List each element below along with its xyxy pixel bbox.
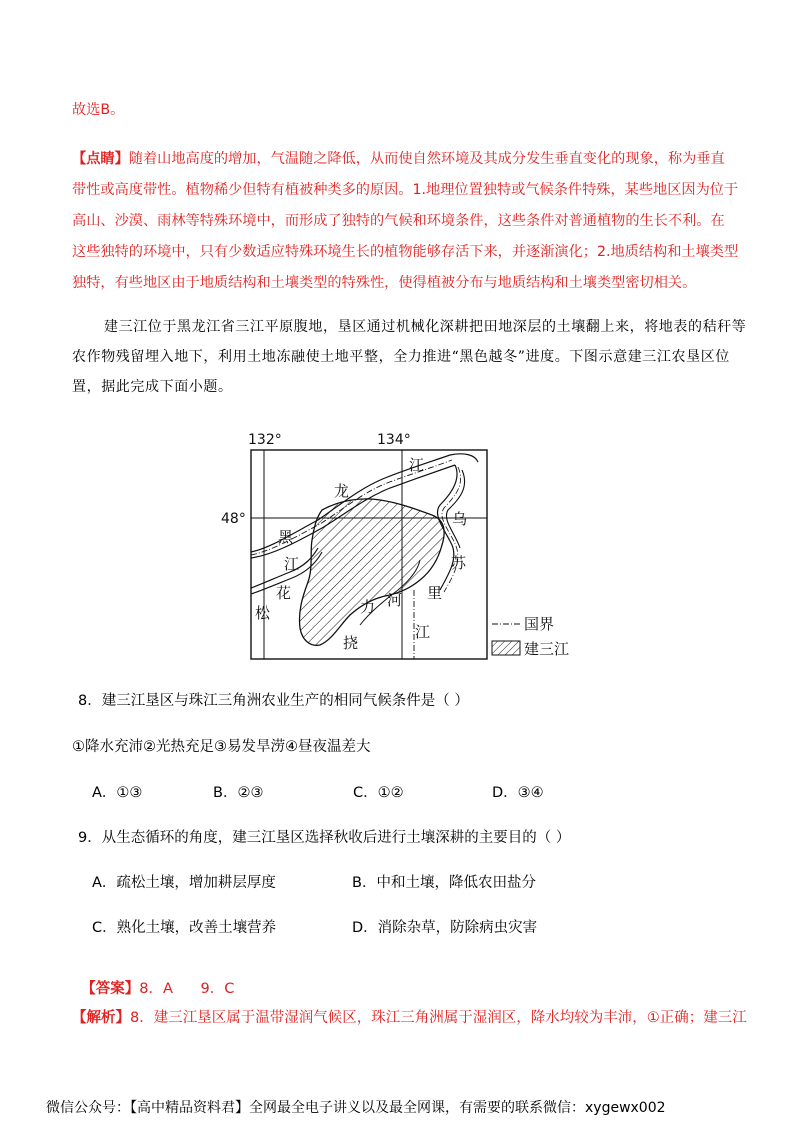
dianjing-line-2: 带性或高度带性。植物稀少但特有植被种类多的原因。1.地理位置独特或气候条件特殊，某些地区因为位于	[72, 182, 739, 198]
river-char-jiang-top: 江	[409, 456, 425, 474]
jiansanjiang-map	[218, 420, 598, 670]
q8-options-line: ①降水充沛②光热充足③易发旱涝④昼夜温差大	[72, 739, 371, 755]
river-char-nao: 挠	[343, 634, 359, 652]
dianjing-tag: 【点睛】	[72, 151, 129, 167]
dianjing-line-5: 独特，有些地区由于地质结构和土壤类型的特殊性，使得植被分布与地质结构和土壤类型密切相关。	[72, 275, 697, 291]
q9-option-c[interactable]: C．熟化土壤，改善土壤营养	[92, 920, 277, 936]
answer-line	[72, 961, 234, 998]
q9-option-a[interactable]: A．疏松土壤，增加耕层厚度	[92, 875, 276, 891]
legend-border-label: 国界	[524, 615, 555, 633]
q8-option-a[interactable]: A．①③	[92, 785, 143, 801]
passage-line-2: 农作物残留埋入地下，利用土地冻融使土地平整，全力推进“黑色越冬”进度。下图示意建三江农垦区位	[72, 349, 730, 365]
passage-line-1: 建三江位于黑龙江省三江平原腹地，垦区通过机械化深耕把田地深层的土壤翻上来，将地表的秸秆等	[104, 319, 747, 335]
passage-line-3: 置，据此完成下面小题。	[72, 379, 233, 395]
dianjing-line-3: 高山、沙漠、雨林等特殊环境中，而形成了独特的气候和环境条件，这些条件对普通植物的生长不利。在	[72, 213, 725, 229]
q8-option-d[interactable]: D．③④	[492, 785, 544, 801]
dianjing-line-1	[72, 144, 725, 176]
analysis-tag: 【解析】	[72, 1010, 130, 1026]
footer-watermark: 微信公众号：【高中精品资料君】全网最全电子讲义以及最全网课，有需要的联系微信：xygewx002	[46, 1100, 666, 1116]
river-char-hua: 花	[276, 584, 292, 602]
river-char-he: 河	[387, 591, 403, 609]
q8-option-b[interactable]: B．②③	[213, 785, 264, 801]
q9-option-d[interactable]: D．消除杂草，防除病虫灾害	[352, 920, 538, 936]
lon-134-label: 134°	[377, 432, 411, 448]
river-char-hei: 黑	[278, 528, 294, 546]
dianjing-text-1: 随着山地高度的增加，气温随之降低，从而使自然环境及其成分发生垂直变化的现象，称为垂直	[128, 151, 725, 167]
prev-answer: 故选B。	[72, 102, 125, 118]
lat-48-label: 48°	[221, 511, 246, 527]
river-char-jiang-right: 江	[415, 623, 431, 641]
lon-132-label: 132°	[248, 432, 282, 448]
q9-stem: 9．从生态循环的角度，建三江垦区选择秋收后进行土壤深耕的主要目的（ ）	[78, 830, 571, 846]
legend-area-symbol	[492, 641, 520, 655]
river-char-long: 龙	[334, 482, 350, 500]
legend-area-label: 建三江	[524, 640, 570, 658]
analysis-line	[72, 1006, 747, 1027]
dianjing-line-4: 这些独特的环境中，只有少数适应特殊环境生长的植物能够存活下来，并逐渐演化；2.地质结构和土壤类型	[72, 244, 739, 260]
answer-text: 8．A 9．C	[139, 981, 235, 997]
q8-stem: 8．建三江垦区与珠江三角洲农业生产的相同气候条件是（ ）	[78, 693, 469, 709]
river-char-jiang-left: 江	[284, 555, 300, 573]
answer-tag: 【答案】	[81, 981, 140, 997]
river-char-li-center: 力	[360, 598, 376, 616]
q9-option-b[interactable]: B．中和土壤，降低农田盐分	[352, 875, 536, 891]
river-char-li-right: 里	[427, 584, 443, 602]
river-char-su: 苏	[451, 554, 467, 572]
river-char-wu: 乌	[452, 510, 468, 528]
q8-option-c[interactable]: C．①②	[353, 785, 404, 801]
analysis-text: 8．建三江垦区属于温带湿润气候区，珠江三角洲属于湿润区，降水均较为丰沛，①正确；建三江	[130, 1010, 747, 1026]
river-char-song: 松	[255, 604, 271, 622]
